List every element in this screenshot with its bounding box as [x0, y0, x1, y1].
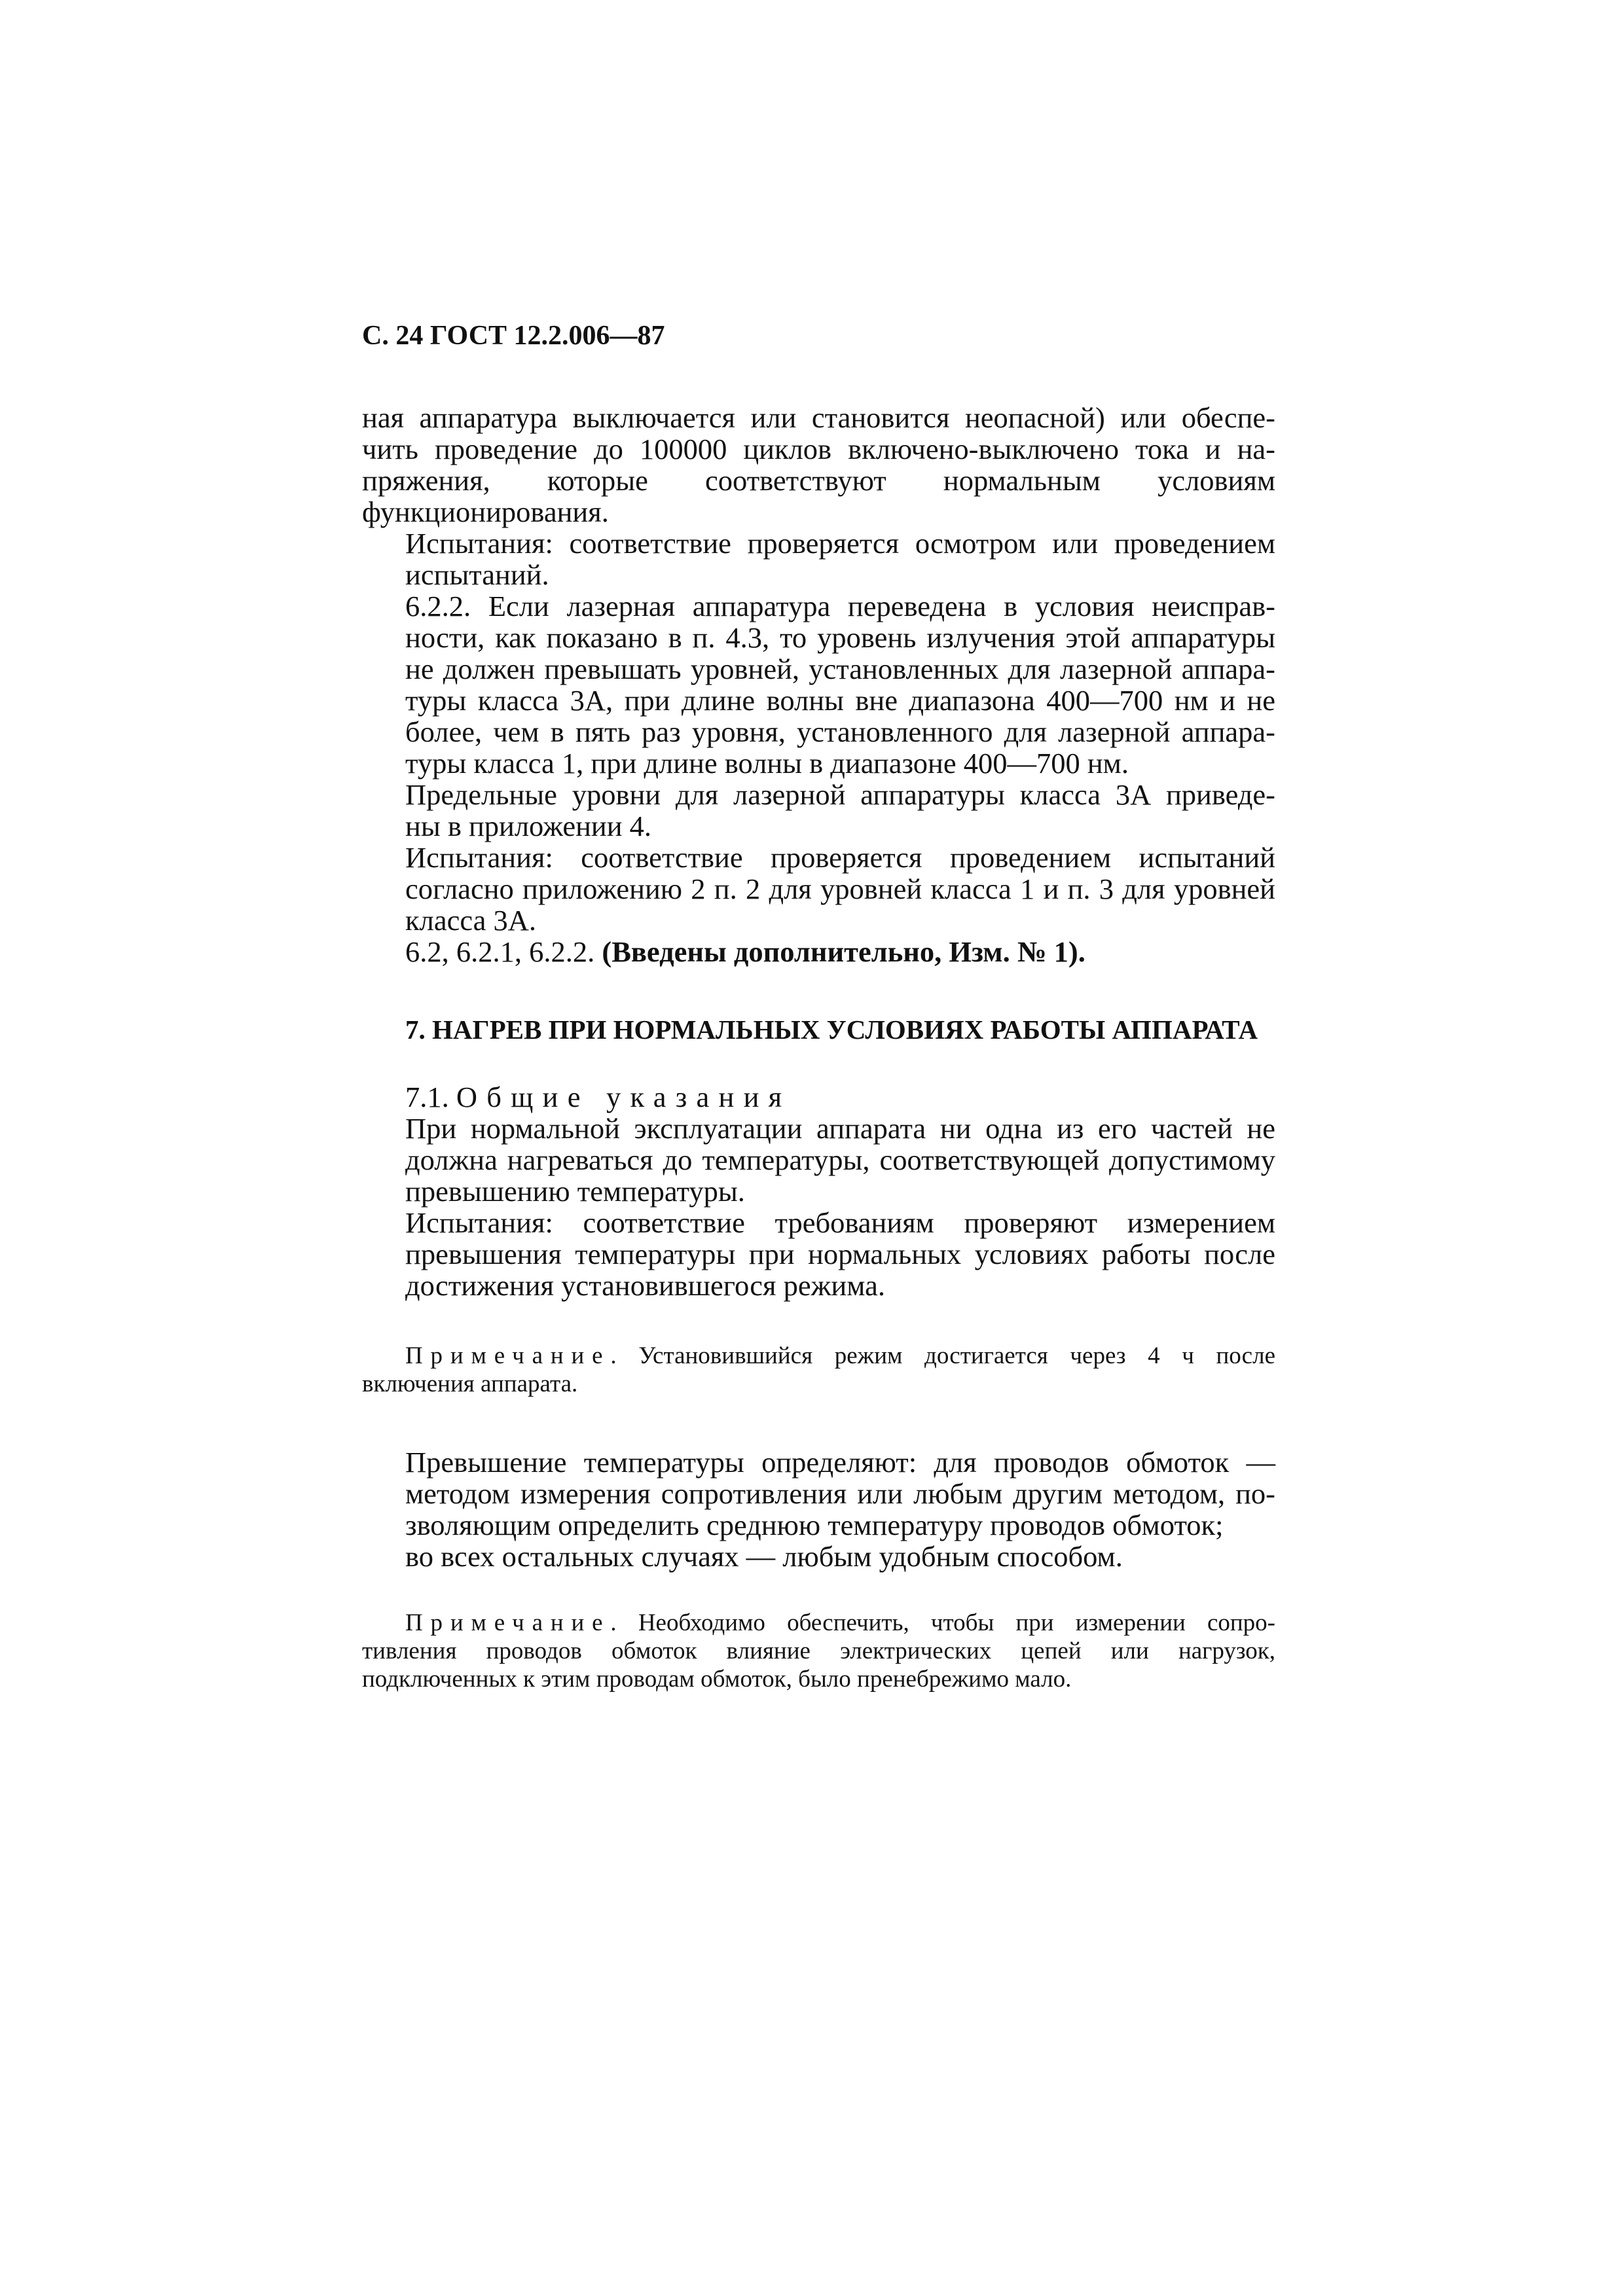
text-line: методом измерения сопротивления или любым другим методом, по-: [405, 1477, 1275, 1510]
paragraph-other-cases: во всех остальных случаях — любым удобным способом.: [405, 1540, 1123, 1573]
text-line: Предельные уровни для лазерной аппаратуры класса 3А приведе-: [405, 778, 1275, 811]
section-7-heading: 7. НАГРЕВ ПРИ НОРМАЛЬНЫХ УСЛОВИЯХ РАБОТЫ АППАРАТА: [405, 1014, 1258, 1045]
text-line: зволяющим определить среднюю температуру проводов обмоток;: [405, 1509, 1224, 1541]
paragraph-continuation: [362, 402, 1275, 528]
text-line: Испытания: соответствие проверяется осмотром или проведением: [405, 527, 1275, 560]
note-line: [362, 1609, 1275, 1637]
text-line: превышения температуры при нормальных условиях работы после: [405, 1238, 1275, 1270]
text-line: не должен превышать уровней, установленных для лазерной аппара-: [405, 653, 1275, 685]
paragraph-clause-6-2-2: [362, 590, 1275, 779]
text-line: испытаний.: [405, 558, 549, 591]
text-line: превышению температуры.: [405, 1175, 745, 1208]
clause-title: Общие указания: [456, 1081, 792, 1113]
note-line: включения аппарата.: [362, 1371, 578, 1397]
paragraph-normal-use: [362, 1113, 1275, 1207]
text-line: должна нагреваться до температуры, соответствующей допустимому: [405, 1143, 1275, 1176]
amendment-bold-text: (Введены дополнительно, Изм. № 1).: [602, 935, 1085, 968]
note-line: [362, 1342, 1275, 1370]
note-line: тивления проводов обмоток влияние электрических цепей или нагрузок,: [362, 1638, 1275, 1664]
note-steady-state: [362, 1342, 1275, 1398]
text-line: чить проведение до 100000 циклов включено-выключено тока и на-: [362, 433, 1275, 465]
paragraph-tests-appendix: [362, 842, 1275, 936]
paragraph-limit-levels: [362, 779, 1275, 842]
clause-number: 7.1.: [405, 1081, 456, 1113]
note-text: . Установившийся режим достигается через 4 ч после: [610, 1342, 1275, 1369]
paragraph-tests-temperature: [362, 1207, 1275, 1301]
text-line: функционирования.: [362, 495, 609, 528]
text-line: 6.2.2. Если лазерная аппаратура переведена в условия неисправ-: [405, 590, 1275, 622]
text-line: Превышение температуры определяют: для проводов обмоток —: [405, 1446, 1275, 1479]
text-line: ны в приложении 4.: [405, 810, 652, 842]
text-line: При нормальной эксплуатации аппарата ни одна из его частей не: [405, 1112, 1275, 1145]
text-line: пряжения, которые соответствуют нормальным условиям: [362, 464, 1275, 497]
text-line: Испытания: соответствие требованиям проверяют измерением: [405, 1206, 1275, 1239]
text-line: ности, как показано в п. 4.3, то уровень излучения этой аппаратуры: [405, 621, 1275, 654]
amendment-refs: 6.2, 6.2.1, 6.2.2.: [405, 935, 602, 968]
body-text: [362, 402, 1275, 1693]
note-label: Примечание: [405, 1609, 611, 1636]
text-line: ная аппаратура выключается или становится неопасной) или обеспе-: [362, 401, 1275, 434]
text-line: туры класса 3А, при длине волны вне диапазона 400—700 нм и не: [405, 684, 1275, 717]
text-line: Испытания: соответствие проверяется проведением испытаний: [405, 841, 1275, 874]
text-line: достижения установившегося режима.: [405, 1269, 885, 1302]
text-line: класса 3А.: [405, 904, 537, 937]
note-resistance: [362, 1609, 1275, 1693]
paragraph-temperature-rise: [362, 1446, 1275, 1541]
text-column: [362, 319, 1275, 1693]
note-label: Примечание: [405, 1342, 611, 1369]
paragraph-tests-inspection: [362, 528, 1275, 590]
text-line: более, чем в пять раз уровня, установленного для лазерной аппара-: [405, 715, 1275, 748]
text-line: согласно приложению 2 п. 2 для уровней класса 1 и п. 3 для уровней: [405, 872, 1275, 905]
running-header: С. 24 ГОСТ 12.2.006—87: [362, 321, 665, 351]
note-text: . Необходимо обеспечить, чтобы при измерении сопро-: [610, 1609, 1275, 1636]
amendment-note: [362, 936, 1275, 967]
clause-7-1-title: [362, 1081, 1275, 1113]
text-line: туры класса 1, при длине волны в диапазоне 400—700 нм.: [405, 747, 1129, 780]
note-line: подключенных к этим проводам обмоток, было пренебрежимо мало.: [362, 1666, 1072, 1693]
